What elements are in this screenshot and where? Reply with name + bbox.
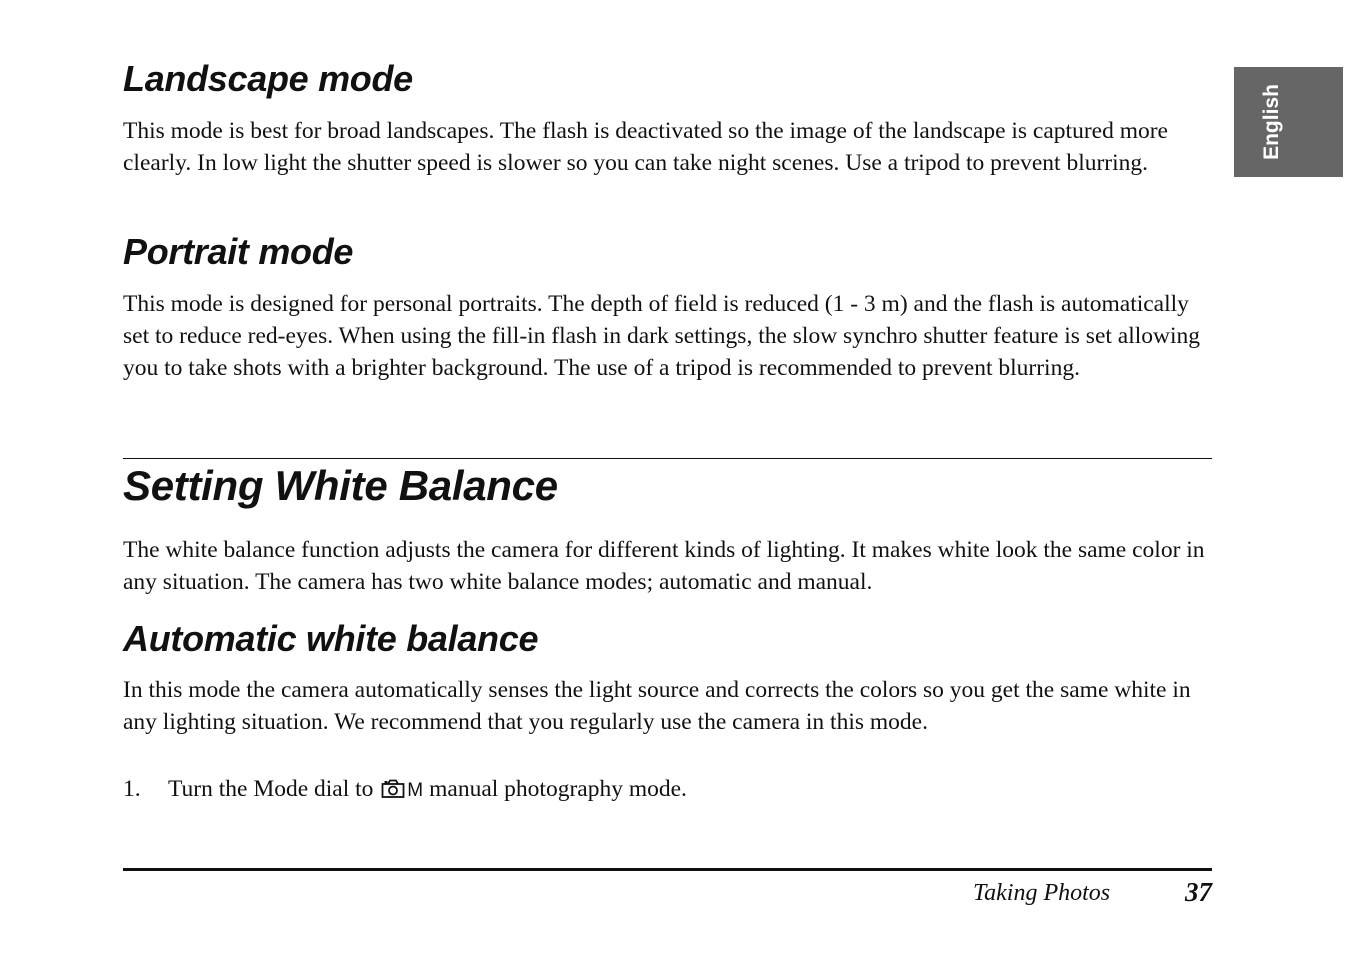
step-number: 1.	[123, 776, 141, 802]
section-divider	[123, 458, 1212, 459]
footer-rule	[123, 868, 1212, 871]
footer-chapter-title: Taking Photos	[973, 880, 1111, 906]
step-text-after: manual photography mode.	[429, 776, 687, 802]
portrait-mode-body: This mode is designed for personal portraits. The depth of field is reduced (1 - 3 m) and the flash is automatically set to reduce red-eyes. When using the fill-in flash in dark settings, the slow synchro shutter feature is set allowing you to take shots with a brighter background. The use of a tripod is recommended to prevent blurring.	[123, 291, 1201, 381]
step-text-before: Turn the Mode dial to	[168, 776, 374, 802]
language-tab-label-wrap	[1254, 78, 1290, 166]
landscape-mode-body: This mode is best for broad landscapes. The flash is deactivated so the image of the landscape is captured more clearly. In low light the shutter speed is slower so you can take night scenes. Use a tripod to prevent blurring.	[123, 118, 1168, 176]
step-item	[123, 773, 1212, 808]
auto-white-balance-heading: Automatic white balance	[123, 618, 539, 659]
landscape-mode-heading: Landscape mode	[123, 58, 413, 99]
portrait-mode-heading: Portrait mode	[123, 231, 354, 272]
white-balance-heading: Setting White Balance	[123, 462, 558, 509]
auto-white-balance-body: In this mode the camera automatically senses the light source and corrects the colors so you get the same white in any lighting situation. We recommend that you regularly use the camera in this mode.	[123, 677, 1191, 735]
language-tab-label: English	[1260, 84, 1283, 160]
white-balance-body: The white balance function adjusts the camera for different kinds of lighting. It makes white look the same color in any situation. The camera has two white balance modes; automatic and manual.	[123, 537, 1205, 595]
footer-page-number: 37	[1185, 877, 1212, 907]
camera-mode-letter: M	[407, 780, 424, 801]
camera-icon	[381, 776, 405, 808]
